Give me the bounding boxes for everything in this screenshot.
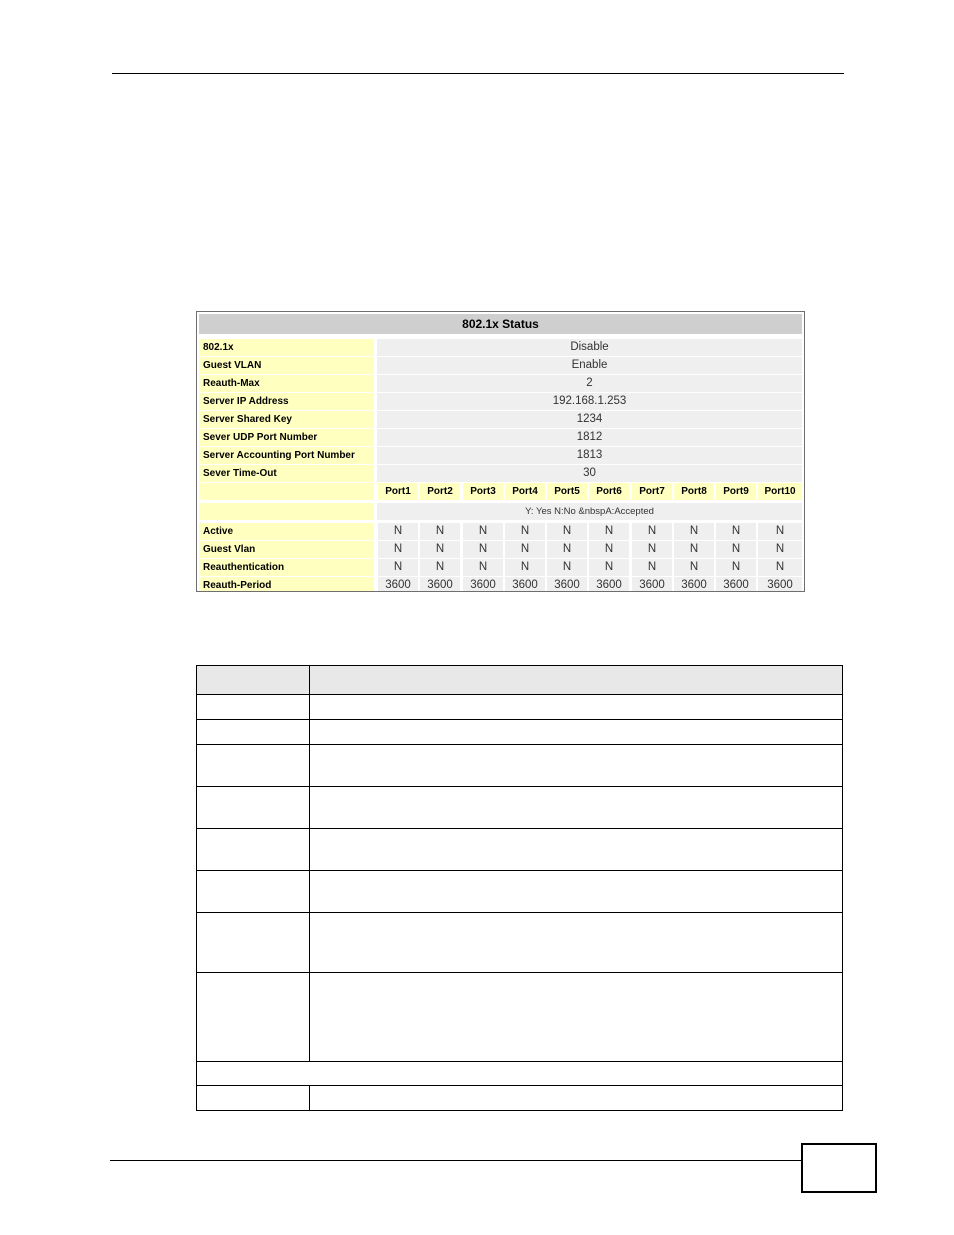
port-row-label: Reauth-Period xyxy=(199,577,374,592)
setting-row xyxy=(199,339,802,356)
setting-row xyxy=(199,411,802,428)
table-row xyxy=(197,745,842,787)
column-divider xyxy=(309,720,310,744)
port-cell: N xyxy=(589,541,629,558)
port-cell: N xyxy=(632,541,672,558)
port-header-row xyxy=(199,483,802,500)
table-row xyxy=(197,829,842,871)
setting-value: 192.168.1.253 xyxy=(377,393,802,410)
table-row xyxy=(197,1086,842,1110)
port-cell: N xyxy=(505,523,545,540)
table-row xyxy=(197,720,842,745)
table-row xyxy=(197,787,842,829)
port-header: Port7 xyxy=(632,483,672,500)
setting-value: Disable xyxy=(377,339,802,356)
port-cell: 3600 xyxy=(716,577,756,592)
port-cell: N xyxy=(378,559,418,576)
port-cell: N xyxy=(632,523,672,540)
port-cell: N xyxy=(674,541,714,558)
port-cell: N xyxy=(463,541,503,558)
setting-label: 802.1x xyxy=(199,339,374,356)
column-divider xyxy=(309,829,310,870)
port-header: Port10 xyxy=(758,483,802,500)
setting-value: 30 xyxy=(377,465,802,482)
port-cell: N xyxy=(589,523,629,540)
setting-label: Server Shared Key xyxy=(199,411,374,428)
setting-value: 2 xyxy=(377,375,802,392)
port-cell: 3600 xyxy=(547,577,587,592)
setting-label: Server Accounting Port Number xyxy=(199,447,374,464)
setting-value: Enable xyxy=(377,357,802,374)
port-cell: N xyxy=(505,559,545,576)
port-cell: N xyxy=(505,541,545,558)
port-row-label: Active xyxy=(199,523,374,540)
setting-value: 1234 xyxy=(377,411,802,428)
port-cell: 3600 xyxy=(420,577,460,592)
table-span-row xyxy=(197,1062,842,1086)
column-divider xyxy=(309,745,310,786)
port-cell: 3600 xyxy=(674,577,714,592)
port-row-guest-vlan xyxy=(199,541,802,558)
port-header: Port3 xyxy=(463,483,503,500)
port-row-reauth-period xyxy=(199,577,802,592)
port-cell: N xyxy=(547,541,587,558)
legend-blank xyxy=(199,503,374,520)
port-row-reauthentication xyxy=(199,559,802,576)
table-row xyxy=(197,973,842,1062)
panel-title: 802.1x Status xyxy=(199,314,802,334)
field-description-table xyxy=(196,665,843,1111)
port-cell: N xyxy=(758,523,802,540)
port-cell: N xyxy=(589,559,629,576)
column-divider xyxy=(309,973,310,1061)
port-header: Port8 xyxy=(674,483,714,500)
setting-row xyxy=(199,357,802,374)
port-row-label: Guest Vlan xyxy=(199,541,374,558)
port-header: Port5 xyxy=(547,483,587,500)
port-row-label: Reauthentication xyxy=(199,559,374,576)
column-divider xyxy=(309,871,310,912)
port-header-blank xyxy=(199,483,374,500)
port-cell: N xyxy=(674,523,714,540)
port-cell: N xyxy=(547,559,587,576)
setting-label: Guest VLAN xyxy=(199,357,374,374)
setting-label: Sever UDP Port Number xyxy=(199,429,374,446)
column-divider xyxy=(309,1086,310,1110)
setting-row xyxy=(199,393,802,410)
setting-row xyxy=(199,429,802,446)
port-cell: N xyxy=(632,559,672,576)
port-row-active xyxy=(199,523,802,540)
port-header: Port1 xyxy=(378,483,418,500)
legend-row xyxy=(199,503,802,520)
port-cell: N xyxy=(758,559,802,576)
dot1x-status-panel xyxy=(196,311,805,592)
port-cell: N xyxy=(716,523,756,540)
setting-row xyxy=(199,465,802,482)
table-row xyxy=(197,913,842,973)
port-cell: N xyxy=(716,541,756,558)
port-cell: N xyxy=(674,559,714,576)
port-header: Port2 xyxy=(420,483,460,500)
port-cell: N xyxy=(378,541,418,558)
setting-label: Sever Time-Out xyxy=(199,465,374,482)
port-header: Port6 xyxy=(589,483,629,500)
page-number-box xyxy=(801,1143,877,1193)
port-cell: N xyxy=(547,523,587,540)
port-header: Port4 xyxy=(505,483,545,500)
setting-row xyxy=(199,375,802,392)
port-cell: N xyxy=(758,541,802,558)
table-row xyxy=(197,871,842,913)
port-header: Port9 xyxy=(716,483,756,500)
setting-value: 1812 xyxy=(377,429,802,446)
port-cell: N xyxy=(420,541,460,558)
column-divider xyxy=(309,787,310,828)
setting-label: Server IP Address xyxy=(199,393,374,410)
legend-text: Y: Yes N:No &nbspA:Accepted xyxy=(377,503,802,520)
column-divider xyxy=(309,695,310,719)
port-cell: N xyxy=(420,559,460,576)
setting-row xyxy=(199,447,802,464)
port-cell: 3600 xyxy=(589,577,629,592)
header-rule xyxy=(112,73,844,74)
port-cell: N xyxy=(716,559,756,576)
column-divider xyxy=(309,666,310,694)
port-cell: 3600 xyxy=(463,577,503,592)
table-header-row xyxy=(197,666,842,695)
port-cell: N xyxy=(463,559,503,576)
port-cell: N xyxy=(378,523,418,540)
setting-value: 1813 xyxy=(377,447,802,464)
port-cell: 3600 xyxy=(758,577,802,592)
setting-label: Reauth-Max xyxy=(199,375,374,392)
port-cell: N xyxy=(463,523,503,540)
port-cell: 3600 xyxy=(505,577,545,592)
port-cell: N xyxy=(420,523,460,540)
table-row xyxy=(197,695,842,720)
port-cell: 3600 xyxy=(632,577,672,592)
port-cell: 3600 xyxy=(378,577,418,592)
column-divider xyxy=(309,913,310,972)
footer-rule xyxy=(110,1160,802,1161)
